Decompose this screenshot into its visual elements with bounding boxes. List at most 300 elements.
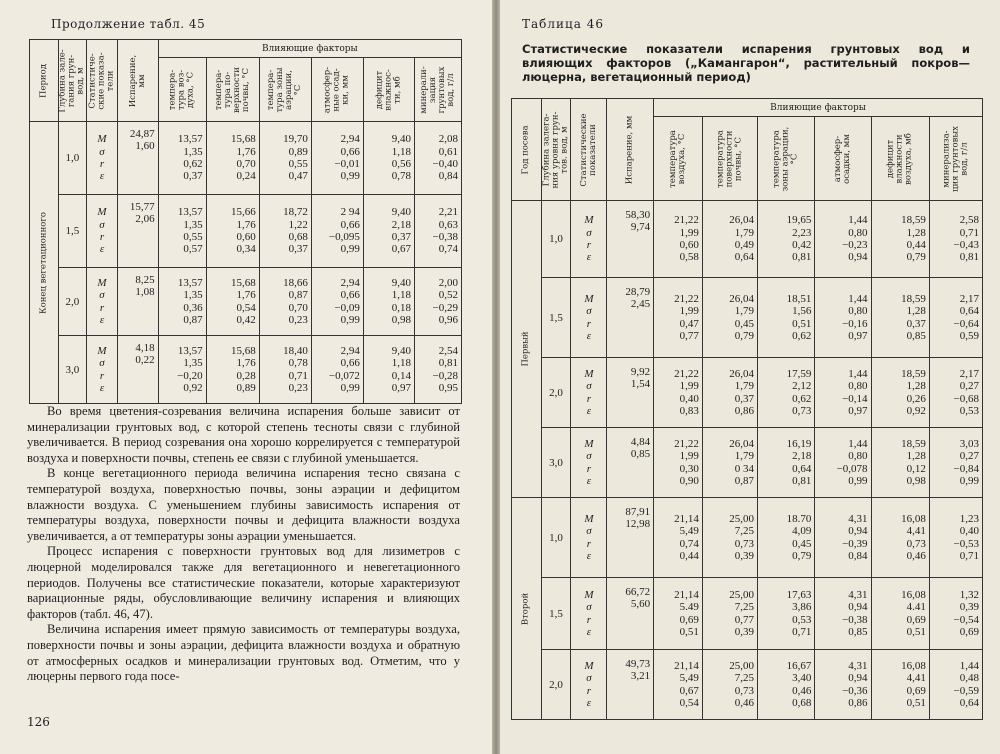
factor-value: 0,73	[792, 404, 812, 417]
factor-value: 0,87	[288, 289, 308, 302]
factor-cell	[929, 428, 982, 498]
evap-value: 9,74	[630, 221, 651, 234]
factor-value: 0,53	[792, 613, 812, 626]
stat-symbol: r	[586, 462, 592, 475]
evap-value: 4,84	[630, 436, 651, 448]
col-factor	[758, 117, 815, 201]
factor-value: −0,23	[842, 239, 868, 251]
factor-value: 17,59	[786, 367, 812, 380]
factor-value: −0,095	[328, 231, 360, 243]
table-46	[511, 98, 983, 720]
factor-cell	[702, 201, 757, 278]
factor-value: 1,28	[906, 380, 926, 393]
col-factor	[654, 117, 703, 201]
factor-value: 0,99	[340, 313, 360, 326]
factor-cell	[259, 195, 311, 268]
factor-value: 16,08	[901, 588, 926, 601]
factor-value: 0,62	[792, 392, 812, 405]
factor-value: 1,99	[679, 226, 699, 239]
factor-value: 0,83	[679, 404, 699, 417]
col-evap-label: Испарение, мм	[127, 54, 147, 107]
factor-value: −0,38	[842, 613, 868, 626]
stat-symbol: r	[586, 392, 592, 405]
factor-cell	[929, 201, 982, 278]
stat-symbol: σ	[586, 672, 592, 685]
factor-value: 21,22	[674, 214, 699, 227]
factor-value: 0,99	[340, 170, 360, 183]
factor-value: 0,81	[792, 474, 812, 487]
factor-value: 0,95	[438, 381, 458, 394]
col-evap	[117, 40, 158, 122]
col-period	[30, 40, 59, 122]
factor-value: 0,27	[959, 380, 979, 393]
col-factor-label: минерали- зация грунтовых вод, г/л	[419, 65, 456, 114]
factor-cell	[206, 268, 259, 336]
factor-value: 0,44	[906, 239, 926, 251]
factor-value: 1,99	[679, 450, 699, 463]
factor-value: 0,92	[183, 381, 203, 394]
factor-value: 4,31	[848, 588, 868, 601]
factor-value: −0,09	[334, 301, 360, 314]
left-page	[0, 0, 492, 754]
factor-value: 18,59	[901, 367, 926, 380]
factor-value: 0,37	[906, 317, 926, 330]
factor-value: 0,66	[340, 357, 360, 370]
factor-value: 0,81	[792, 251, 812, 264]
factor-value: 15,68	[230, 344, 256, 357]
factor-value: 1,44	[848, 214, 868, 227]
factor-value: 0,51	[906, 625, 926, 638]
factor-cell	[654, 578, 703, 650]
factor-value: −0,072	[328, 369, 360, 382]
factor-value: 0,98	[391, 313, 411, 326]
factor-cell	[815, 650, 871, 720]
factor-value: 19,70	[283, 133, 308, 146]
stat-symbol: r	[99, 369, 105, 382]
factor-value: −0,54	[953, 613, 979, 626]
factor-value: 18,40	[283, 344, 308, 357]
year-label: Второй	[520, 592, 531, 625]
evap-value: 0,22	[135, 354, 155, 367]
factor-value: 0,92	[906, 404, 926, 417]
col-year	[512, 99, 542, 201]
factor-value: 0,89	[288, 145, 308, 158]
factor-value: 1,18	[391, 357, 411, 370]
stat-symbols-cell	[87, 336, 118, 404]
factor-cell	[259, 336, 311, 404]
factor-value: 25,00	[729, 588, 755, 601]
evap-value: 8,25	[135, 274, 155, 286]
stat-symbol: ε	[99, 381, 105, 394]
factor-cell	[871, 201, 929, 278]
stat-symbol: σ	[99, 218, 105, 231]
factor-value: 1,28	[906, 450, 926, 463]
factor-value: 26,04	[729, 214, 755, 227]
factor-cell	[815, 201, 871, 278]
stat-symbol: r	[586, 537, 592, 550]
factor-value: −0,078	[836, 462, 868, 475]
factor-value: 26,04	[729, 292, 755, 305]
stat-symbol: r	[99, 158, 105, 170]
factor-value: 0,39	[734, 549, 755, 562]
factor-value: 2,23	[792, 226, 812, 239]
factor-cell	[815, 428, 871, 498]
factor-value: 0,96	[438, 313, 458, 326]
factor-value: 0,58	[679, 251, 699, 264]
factor-value: 0,51	[792, 317, 812, 330]
factor-value: 1,79	[734, 226, 755, 239]
factor-cell	[815, 578, 871, 650]
evap-value: 87,91	[625, 506, 651, 518]
factor-value: 1,79	[734, 380, 755, 393]
table-45-continuation	[29, 39, 462, 404]
factor-value: 17,63	[786, 588, 812, 601]
factor-value: 0,23	[288, 313, 308, 326]
factor-cell	[311, 268, 363, 336]
factor-value: 26,04	[729, 437, 755, 450]
evap-cell	[117, 195, 158, 268]
factor-cell	[871, 650, 929, 720]
factor-value: 0,81	[959, 251, 979, 264]
factor-value: 16,08	[901, 659, 926, 672]
factor-value: 1,79	[734, 305, 755, 318]
factor-value: 1,99	[679, 380, 699, 393]
factor-value: 1,35	[183, 145, 203, 158]
depth-cell: 2,0	[541, 650, 571, 720]
depth-cell: 1,0	[541, 201, 571, 278]
factor-value: 0,81	[438, 357, 458, 370]
stat-symbol: M	[97, 344, 107, 357]
evap-value: 1,54	[630, 378, 651, 391]
stat-symbol: r	[586, 684, 592, 697]
factor-value: 0,18	[391, 301, 411, 314]
factor-value: 7,25	[734, 601, 755, 614]
stat-symbol: M	[584, 367, 594, 380]
factor-value: 1,44	[959, 659, 979, 672]
factor-value: −0,68	[953, 392, 979, 405]
factor-cell	[363, 122, 414, 195]
depth-cell: 2,0	[58, 268, 87, 336]
stat-symbol: σ	[586, 601, 592, 614]
factor-value: 0,67	[679, 684, 699, 697]
factor-cell	[654, 650, 703, 720]
factor-cell	[414, 336, 461, 404]
factor-value: 0,99	[959, 474, 979, 487]
factor-value: 0,71	[959, 549, 979, 562]
col-factor	[259, 58, 311, 122]
factor-value: 3,03	[959, 437, 979, 450]
factor-cell	[158, 122, 206, 195]
stat-symbol: ε	[99, 170, 105, 183]
col-factor-label: атмосфер- ные осад- ки, мм	[322, 66, 351, 113]
factor-cell	[702, 578, 757, 650]
factor-value: 0,78	[391, 170, 411, 183]
factor-value: 4,31	[848, 512, 868, 525]
table-row	[512, 278, 983, 358]
factor-value: 25,00	[729, 512, 755, 525]
stat-symbols-cell	[87, 268, 118, 336]
evap-cell	[607, 428, 654, 498]
factor-value: 0,30	[679, 462, 699, 475]
table-row	[30, 122, 462, 195]
factor-cell	[414, 268, 461, 336]
stat-symbol: σ	[99, 145, 105, 158]
factor-value: 2,18	[391, 218, 411, 231]
stat-symbols-cell	[571, 428, 607, 498]
factor-value: 0,70	[236, 158, 256, 170]
factor-cell	[414, 195, 461, 268]
factor-value: 0,42	[236, 313, 256, 326]
factor-cell	[871, 578, 929, 650]
evap-cell	[117, 336, 158, 404]
factor-value: 0,66	[340, 145, 360, 158]
stat-symbol: σ	[586, 226, 592, 239]
col-factor	[871, 117, 929, 201]
factor-value: 0,24	[236, 170, 256, 183]
stat-symbol: M	[584, 588, 594, 601]
factor-value: 0,12	[906, 462, 926, 475]
col-depth	[541, 99, 571, 201]
factor-value: 2,58	[959, 214, 979, 227]
factor-cell	[414, 122, 461, 195]
factor-cell	[929, 278, 982, 358]
stat-symbol: M	[97, 206, 107, 219]
factor-value: 0,27	[959, 450, 979, 463]
stat-symbol: ε	[99, 313, 105, 326]
factor-cell	[815, 358, 871, 428]
factor-value: 0,37	[288, 243, 308, 256]
stat-symbol: r	[586, 317, 592, 330]
factor-value: 0,80	[848, 305, 868, 318]
body-text	[27, 404, 460, 685]
factor-value: −0,84	[953, 462, 979, 475]
col-evap	[607, 99, 654, 201]
evap-value: 4,18	[135, 342, 155, 354]
factor-value: 0,55	[183, 231, 203, 243]
factor-cell	[758, 498, 815, 578]
factor-cell	[702, 650, 757, 720]
col-factor-label: минерализа- ция грунтовых вод, г/л	[941, 125, 970, 192]
book-spine	[492, 0, 500, 754]
col-evap-label: Испарение, мм	[624, 115, 635, 184]
factor-value: 0,48	[959, 672, 979, 685]
factor-value: 0,69	[959, 625, 979, 638]
factor-value: 0,57	[183, 243, 203, 256]
factor-value: 0,37	[183, 170, 203, 183]
factor-value: 18.70	[786, 512, 812, 525]
stat-symbol: ε	[586, 329, 592, 342]
factor-value: 0,26	[906, 392, 926, 405]
factor-value: 0,60	[679, 239, 699, 251]
stat-symbols-cell	[571, 578, 607, 650]
factor-value: 0,53	[959, 404, 979, 417]
factor-value: 0,86	[734, 404, 755, 417]
factor-value: 2,94	[340, 276, 360, 289]
factor-cell	[929, 650, 982, 720]
left-running-header: Продолжение табл. 45	[51, 17, 206, 31]
factor-value: 0,69	[679, 613, 699, 626]
factor-value: 0,47	[288, 170, 308, 183]
depth-cell: 3,0	[541, 428, 571, 498]
factor-value: 5,49	[679, 672, 699, 685]
depth-cell: 1,0	[541, 498, 571, 578]
col-factor-label: температура воздуха, °С	[668, 129, 687, 188]
factor-cell	[702, 358, 757, 428]
factor-value: 4,09	[792, 525, 812, 538]
factor-value: 0,14	[391, 369, 411, 382]
factor-value: 0,45	[734, 317, 755, 330]
stat-symbols-cell	[87, 195, 118, 268]
factor-value: 0,71	[288, 369, 308, 382]
factor-value: 0,80	[848, 226, 868, 239]
evap-value: 49,73	[625, 658, 651, 670]
table-number-header: Таблица 46	[522, 17, 604, 31]
factor-value: −0,16	[842, 317, 868, 330]
factor-value: 1,76	[236, 289, 256, 302]
factor-value: 1,44	[848, 292, 868, 305]
factor-value: 0,74	[679, 537, 699, 550]
stat-symbol: r	[586, 613, 592, 626]
factor-cell	[702, 278, 757, 358]
stat-symbol: r	[99, 231, 105, 243]
evap-value: 58,30	[625, 209, 651, 221]
factor-value: 0,74	[438, 243, 458, 256]
evap-value: 3,21	[630, 670, 651, 683]
factor-value: 0 34	[734, 462, 755, 475]
factor-value: 21,14	[674, 588, 699, 601]
factor-cell	[206, 336, 259, 404]
factor-value: −0,64	[953, 317, 979, 330]
factor-value: −0,38	[432, 231, 458, 243]
evap-value: 66,72	[625, 586, 651, 598]
stat-symbol: M	[97, 276, 107, 289]
factor-value: −0,53	[953, 537, 979, 550]
factor-value: 4,41	[906, 525, 926, 538]
col-factor-label: темпера- тура по- верхности почвы, °С	[213, 66, 251, 113]
factor-value: 0,66	[340, 218, 360, 231]
paragraph: В конце вегетационного периода величина испарения тесно связана с температурой воздуха, поверхностью почвы, зоны аэрации и дефицитом влажности воздуха. С уменьшением глубины зависимость испарения от температуры воздуха, поверхности почвы и дефицита влажности воздуха увеличивается, а от температуры зоны аэрации уменьшается.	[27, 466, 460, 543]
factor-value: 21,14	[674, 659, 699, 672]
stat-symbol: ε	[99, 243, 105, 256]
factor-cell	[311, 336, 363, 404]
col-factor-label: температура зоны аэрации, °С	[771, 126, 800, 191]
col-period-label: Период	[38, 63, 49, 98]
stat-symbols-cell	[571, 498, 607, 578]
depth-cell: 1,5	[58, 195, 87, 268]
factor-cell	[654, 428, 703, 498]
table-row	[30, 195, 462, 268]
factor-value: 0,68	[288, 231, 308, 243]
factor-cell	[871, 358, 929, 428]
factor-value: −0,36	[842, 684, 868, 697]
col-depth-label: Глубина зале- гания грун- вод, м	[58, 48, 86, 113]
factor-value: 0,73	[734, 537, 755, 550]
col-stats-label: Статистиче- ские показа- тели	[87, 51, 116, 110]
factor-cell	[654, 358, 703, 428]
factor-value: −0,39	[842, 537, 868, 550]
factor-value: 1,28	[906, 226, 926, 239]
col-factor	[311, 58, 363, 122]
stat-symbol: σ	[586, 525, 592, 538]
depth-cell: 3,0	[58, 336, 87, 404]
factor-value: 0,86	[848, 696, 868, 709]
table-row	[512, 578, 983, 650]
stat-symbol: ε	[586, 251, 592, 264]
factor-value: 0,79	[906, 251, 926, 264]
table-46-caption: Статистические показатели испарения грунтовых вод и влияющих факторов („Камангарон“, растительный покров—люцерна, вегетационный период)	[522, 42, 970, 84]
factor-value: 1,44	[848, 437, 868, 450]
stat-symbol: M	[584, 214, 594, 227]
factor-value: 0,59	[959, 329, 979, 342]
factor-value: 0,36	[183, 301, 203, 314]
factor-value: 0,71	[792, 625, 812, 638]
col-factor	[158, 58, 206, 122]
evap-cell	[607, 278, 654, 358]
table-row	[30, 336, 462, 404]
factor-value: 0,28	[236, 369, 256, 382]
factor-cell	[654, 278, 703, 358]
factor-value: 2,12	[792, 380, 812, 393]
evap-value: 15,77	[129, 201, 155, 213]
col-year-label: Год посева	[520, 124, 531, 175]
factor-value: 0,60	[236, 231, 256, 243]
factor-value: 0,67	[391, 243, 411, 256]
stat-symbol: M	[584, 659, 594, 672]
year-label: Первый	[520, 331, 531, 367]
stat-symbols-cell	[571, 358, 607, 428]
stat-symbols-cell	[571, 650, 607, 720]
factor-value: 0,94	[848, 251, 868, 264]
factor-value: 0,77	[734, 613, 755, 626]
factor-cell	[158, 268, 206, 336]
factor-value: 9,40	[391, 133, 411, 146]
factor-value: 3,86	[792, 601, 812, 614]
factor-cell	[363, 268, 414, 336]
stat-symbol: ε	[586, 696, 592, 709]
factor-value: 18,72	[283, 206, 308, 219]
factor-value: −0,43	[953, 239, 979, 251]
factor-value: 0,61	[438, 145, 458, 158]
factor-value: 0,69	[906, 684, 926, 697]
factor-value: −0,20	[177, 369, 203, 382]
factor-cell	[815, 278, 871, 358]
evap-cell	[607, 358, 654, 428]
factor-cell	[311, 122, 363, 195]
factor-value: 0,40	[679, 392, 699, 405]
col-stats	[87, 40, 118, 122]
factor-cell	[311, 195, 363, 268]
table-row	[512, 498, 983, 578]
factor-value: 0,85	[906, 329, 926, 342]
evap-value: 28,79	[625, 286, 651, 298]
factor-value: 0,73	[734, 684, 755, 697]
factor-cell	[654, 498, 703, 578]
factor-value: 9,40	[391, 276, 411, 289]
factor-value: 0,99	[340, 243, 360, 256]
period-cell	[30, 122, 59, 404]
factor-value: 15,68	[230, 133, 256, 146]
factor-value: 16,19	[786, 437, 812, 450]
factor-value: 1,99	[679, 305, 699, 318]
evap-value: 9,92	[630, 366, 651, 378]
stat-symbol: ε	[586, 404, 592, 417]
factor-value: 2,08	[438, 133, 458, 146]
factor-value: 0,46	[906, 549, 926, 562]
factor-value: 0,56	[391, 158, 411, 170]
factor-value: 2,17	[959, 367, 979, 380]
factor-value: 0,80	[848, 450, 868, 463]
depth-cell: 1,5	[541, 578, 571, 650]
